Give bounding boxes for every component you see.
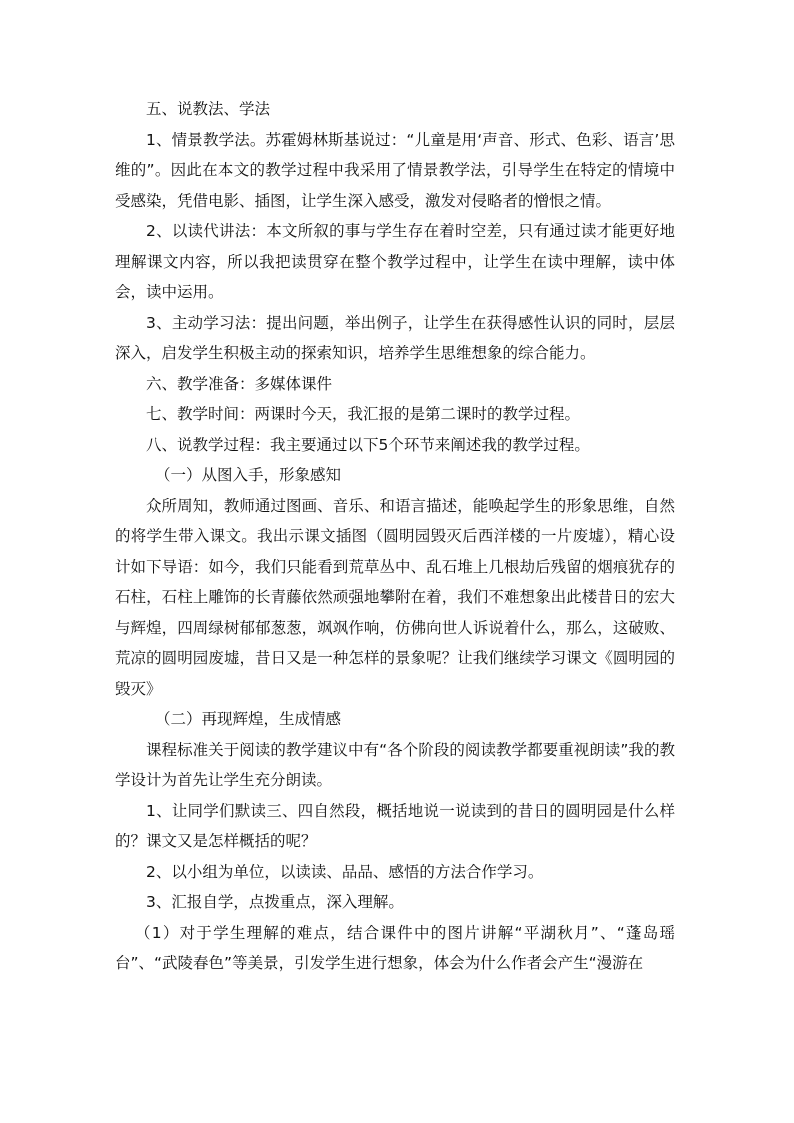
method-active-learning: 3、主动学习法：提出问题，举出例子，让学生在获得感性认识的同时，层层深入，启发学生积极主动的探索知识，培养学生思维想象的综合能力。 (115, 313, 675, 362)
method-situational-teaching: 1、情景教学法。苏霍姆林斯基说过：“儿童是用‘声音、形式、色彩、语言’思维的”。因此在本文的教学过程中我采用了情景教学法，引导学生在特定的情境中受感染，凭借电影、插图，让学生深入感受，激发对侵略者的憎恨之情。 (115, 130, 675, 210)
heading-teaching-preparation: 六、教学准备：多媒体课件 (146, 374, 333, 393)
paragraph-picture-intro: 众所周知，教师通过图画、音乐、和语言描述，能唤起学生的形象思维，自然的将学生带入课文。我出示课文插图（圆明园毁灭后西洋楼的一片废墟），精心设计如下导语：如今，我们只能看到荒草丛中、乱石堆上几根劫后残留的烟痕犹存的石柱，石柱上雕饰的长青藤依然顽强地攀附在着，我们不难想象出此楼昔日的宏大与辉煌，四周绿树郁郁葱葱，飒飒作响，仿佛向世人诉说着什么，那么，这破败、荒凉的圆明园废墟，昔日又是一种怎样的景象呢？让我们继续学习课文《圆明园的毁灭》 (115, 496, 675, 698)
step-group-learning: 2、以小组为单位，以读读、品品、感悟的方法合作学习。 (146, 862, 544, 881)
step-silent-reading: 1、让同学们默读三、四自然段，概括地说一说读到的昔日的圆明园是什么样的？课文又是怎样概括的呢？ (115, 801, 675, 850)
step-report-self-study: 3、汇报自学，点拨重点，深入理解。 (146, 893, 404, 911)
heading-teaching-methods: 五、说教法、学法 (146, 100, 271, 118)
paragraph-curriculum-standard: 课程标准关于阅读的教学建议中有“各个阶段的阅读教学都要重视朗读”我的教学设计为首先让学生充分朗读。 (115, 740, 675, 789)
method-reading-instead-of-lecture: 2、以读代讲法：本文所叙的事与学生存在着时空差，只有通过读才能更好地理解课文内容，所以我把读贯穿在整个教学过程中，让学生在读中理解，读中体会，读中运用。 (115, 222, 675, 301)
subheading-recreate-glory: （二）再现辉煌，生成情感 (155, 710, 342, 728)
document-page (115, 94, 675, 979)
heading-teaching-process: 八、说教学过程：我主要通过以下5个环节来阐述我的教学过程。 (146, 435, 590, 454)
subheading-from-picture: （一）从图入手，形象感知 (155, 466, 342, 484)
step-difficult-points: （1）对于学生理解的难点，结合课件中的图片讲解“平湖秋月”、“蓬岛瑶台”、“武陵春色”等美景，引发学生进行想象，体会为什么作者会产生“漫游在 (115, 923, 675, 972)
heading-teaching-time: 七、教学时间：两课时今天，我汇报的是第二课时的教学过程。 (146, 405, 581, 423)
